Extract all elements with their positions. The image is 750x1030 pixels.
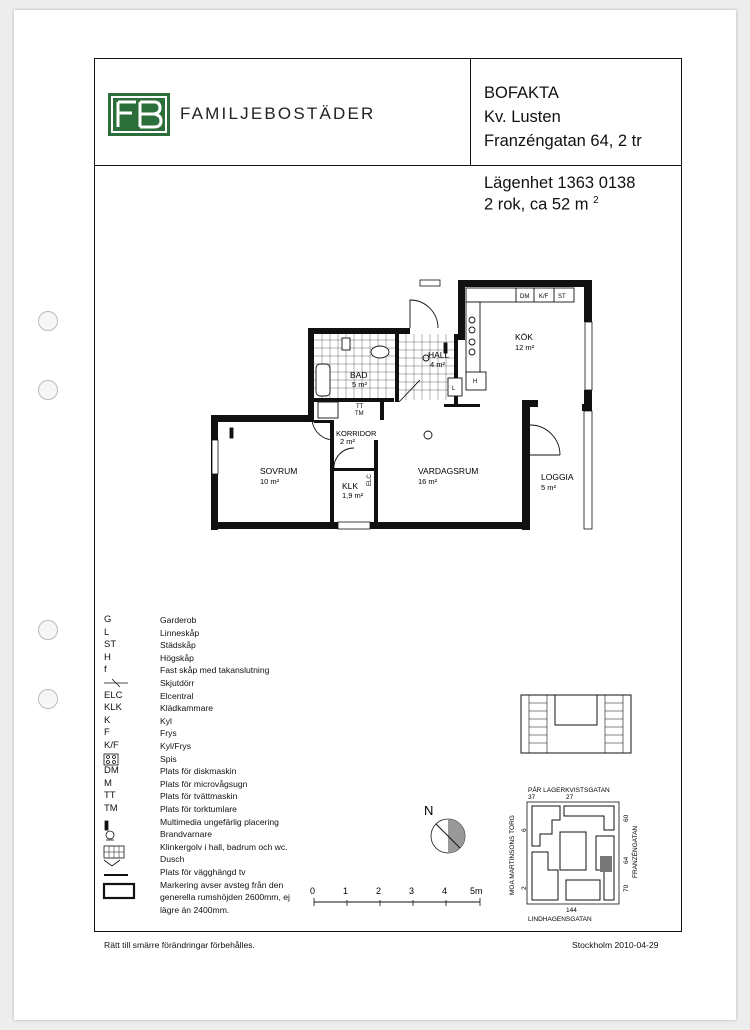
size-superscript: 2 [593,195,599,206]
room-area-sovrum: 10 m² [260,477,280,486]
site-number: 64 [623,856,630,864]
wall [582,404,592,411]
legend-code: F [104,727,110,739]
legend-code: G [104,614,112,625]
site-street-bottom: LINDHAGENSGATAN [528,916,592,923]
scale-label: 3 [409,886,415,896]
wall [314,420,334,423]
compass-icon [424,803,465,853]
fixture-elc: ELC [367,474,373,486]
room-area-kok: 12 m² [515,343,535,352]
legend-desc: Plats för torktumlare [160,804,237,814]
legend-desc: Dusch [160,854,185,865]
wall [522,400,538,407]
wall [444,404,480,407]
window [584,411,592,529]
window [212,440,218,474]
wall [395,334,399,402]
fixture-dm: DM [520,294,530,300]
legend-code: M [104,777,112,789]
legend-desc: Spis [160,753,177,764]
size-text: 2 rok, ca 52 m [484,195,589,214]
wall [584,280,592,322]
fixture-l: L [452,386,456,392]
legend-desc: Högskåp [160,652,194,663]
scale-bar [310,886,483,906]
window [585,322,592,390]
room-area-klk: 1,9 m² [342,491,364,500]
site-map-highlight [600,856,612,872]
site-number: 144 [566,907,577,914]
wall [308,328,410,334]
room-label-hall: HALL [428,350,450,360]
tile-floor-icon [104,846,124,858]
north-label: N [424,803,434,818]
smoke-detector-icon [106,831,114,840]
legend-desc: Plats för microvågsugn [160,778,248,789]
legend-code: H [104,651,111,663]
fixture-tt: TT [356,404,364,410]
window [420,280,440,286]
ceiling-height-icon [104,884,134,898]
site-map [509,785,639,923]
site-number: 6 [521,828,528,832]
room-area-loggia: 5 m² [541,483,556,492]
room-label-klk: KLK [342,481,359,491]
room-label-korridor: KORRIDOR [336,429,377,438]
wall [458,280,592,287]
scale-label: 1 [343,886,349,896]
legend-desc: Plats för vägghängd tv [160,867,246,877]
legend-desc: Klinkergolv i hall, badrum och wc. [160,841,288,852]
site-number: 27 [566,794,574,801]
window [338,522,370,529]
legend-desc: Frys [160,728,177,739]
scale-label: 5m [470,886,483,896]
legend-code: K [104,714,111,726]
fixture-h: H [473,379,478,385]
brand-name: FAMILJEBOSTÄDER [180,104,376,123]
legend-code: ELC [104,689,123,701]
site-street-top: PÅR LAGERKVISTSGATAN [528,787,610,794]
legend-desc: Skjutdörr [160,678,195,688]
multimedia-icon [105,821,108,830]
room-label-kok: KÖK [515,332,533,342]
site-number: 2 [521,886,528,890]
address: Franzéngatan 64, 2 tr [484,132,642,150]
bathtub [316,364,330,396]
site-street-left: MOA MARTINSONS TORG [509,815,516,895]
wall [308,328,314,420]
laundry-cabinet [318,402,338,418]
toilet [342,338,350,350]
door-arc [334,448,354,470]
multimedia-icon [230,428,233,438]
sliding-door-icon [104,679,128,687]
fixture-tm: TM [355,411,364,417]
disclaimer: Rätt till smärre förändringar förbehålles. [104,940,255,950]
loggia-door-arc [530,425,560,455]
wall [334,468,374,471]
shower-icon [104,860,120,866]
apartment-number: Lägenhet 1363 0138 [484,174,636,192]
room-area-korridor: 2 m² [340,437,355,446]
block-name: Kv. Lusten [484,108,561,126]
legend-desc: Elcentral [160,690,194,701]
legend-code: TT [104,790,116,802]
entrance-door-arc [410,300,438,328]
scale-label: 4 [442,886,448,896]
building-key-diagram [521,695,631,753]
room-area-bad: 5 m² [352,380,367,389]
legend-desc: Städskåp [160,640,196,651]
wall [522,400,530,530]
site-street-right: FRANZÉNGATAN [632,825,639,878]
legend-desc: Garderob [160,615,197,625]
wall [458,280,465,340]
room-area-vardagsrum: 16 m² [418,477,438,486]
room-label-sovrum: SOVRUM [260,466,298,476]
wall [380,398,384,420]
wall [211,415,314,422]
site-number: 37 [528,794,536,801]
legend-code: ST [104,639,117,651]
stove-icon [104,754,118,765]
smoke-detector-icon [424,431,432,439]
room-label-vardagsrum: VARDAGSRUM [418,466,479,476]
legend-code: KLK [104,702,122,714]
legend-desc: Brandvarnare [160,829,213,840]
scale-label: 2 [376,886,382,896]
fixture-kf: K/F [539,294,549,300]
site-number: 60 [623,814,630,822]
doc-type: BOFAKTA [484,84,559,102]
wall [330,420,334,522]
legend-code: f [104,664,107,676]
room-area-hall: 4 m² [430,360,445,369]
legend-desc: Plats för diskmaskin [160,766,237,777]
door-leaf [399,380,420,402]
sink [371,346,389,358]
legend-desc: Kyl [160,715,172,726]
legend-desc: Linneskåp [160,627,200,638]
legend-code: TM [104,803,118,814]
legend-desc: Plats för tvättmaskin [160,791,238,802]
legend-code: L [104,626,110,638]
fixture-st: ST [558,294,566,300]
legend-desc: Fast skåp med takanslutning [160,665,270,676]
place-date: Stockholm 2010-04-29 [572,940,659,950]
wall [374,440,378,522]
legend-code: DM [104,765,119,777]
legend-desc: Kyl/Frys [160,741,192,751]
site-number: 70 [623,884,630,892]
legend-desc: Multimedia ungefärlig placering [160,816,279,827]
legend-desc: Markering avser avsteg från den generella rumshöjden 2600mm, ej lägre än 2400mm. [160,879,290,915]
scale-label: 0 [310,886,316,896]
legend-desc: Klädkammare [160,703,214,714]
legend-code: K/F [104,740,119,751]
room-label-loggia: LOGGIA [541,472,574,482]
room-label-bad: BAD [350,370,368,380]
